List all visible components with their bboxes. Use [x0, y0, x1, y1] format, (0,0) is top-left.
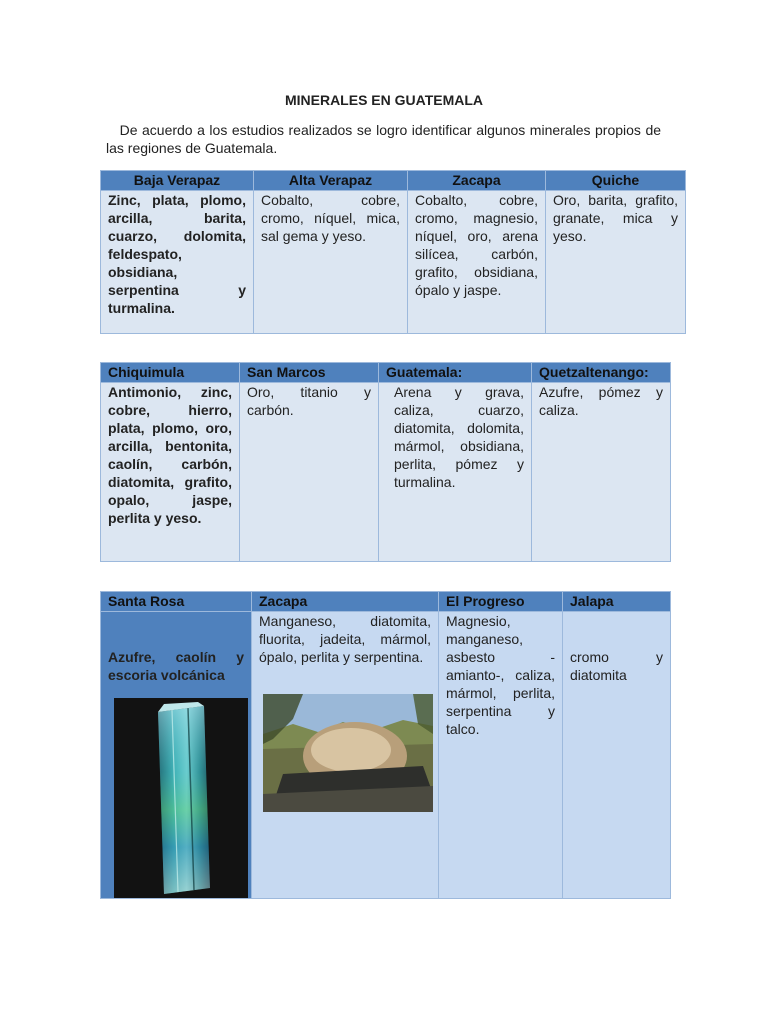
header-jalapa: Jalapa: [563, 592, 671, 612]
tourmaline-crystal-svg: [114, 698, 248, 898]
cell-jalapa: [563, 612, 671, 899]
cell-baja-verapaz: Zinc, plata, plomo, arcilla, barita, cuarzo, dolomita, feldespato, obsidiana, serpentina y turmalina.: [101, 191, 254, 334]
header-zacapa: Zacapa: [408, 171, 546, 191]
header-quetzaltenango: Quetzaltenango:: [532, 363, 671, 383]
zacapa-text: Manganeso, diatomita, fluorita, jadeita, mármol, ópalo, perlita y serpentina.: [259, 613, 431, 665]
cell-santa-rosa: [101, 612, 252, 899]
table-header-row: [101, 363, 671, 383]
boulder-photo-svg: [263, 694, 433, 812]
header-quiche: Quiche: [546, 171, 686, 191]
santa-rosa-text: Azufre, caolín y escoria volcánica: [108, 649, 244, 683]
intro-text: De acuerdo a los estudios realizados se logro identificar algunos minerales propios de las regiones de Guatemala.: [106, 122, 662, 156]
jalapa-text: cromo y diatomita: [570, 649, 663, 683]
header-el-progreso: El Progreso: [439, 592, 563, 612]
cell-guatemala: Arena y grava, caliza, cuarzo, diatomita, dolomita, mármol, obsidiana, perlita, pómez y turmalina.: [379, 383, 532, 562]
header-chiquimula: Chiquimula: [101, 363, 240, 383]
header-san-marcos: San Marcos: [240, 363, 379, 383]
boulder-photo: [263, 694, 433, 812]
cell-zacapa: [252, 612, 439, 899]
intro-paragraph: [106, 121, 661, 157]
cell-el-progreso: Magnesio, manganeso, asbesto -amianto-, caliza, mármol, perlita, serpentina y talco.: [439, 612, 563, 899]
header-santa-rosa: Santa Rosa: [101, 592, 252, 612]
cell-quetzaltenango: Azufre, pómez y caliza.: [532, 383, 671, 562]
table-row: [101, 191, 686, 334]
minerals-table-2: [100, 362, 671, 562]
table-row: [101, 383, 671, 562]
minerals-table-3: [100, 591, 671, 899]
header-baja-verapaz: Baja Verapaz: [101, 171, 254, 191]
table-header-row: [101, 592, 671, 612]
minerals-table-1: [100, 170, 686, 334]
cell-chiquimula: Antimonio, zinc, cobre, hierro, plata, plomo, oro, arcilla, bentonita, caolín, carbón, diatomita, grafito, opalo, jaspe, perlita y yeso.: [101, 383, 240, 562]
tourmaline-crystal-image: [114, 698, 248, 898]
cell-zacapa: Cobalto, cobre, cromo, magnesio, níquel, oro, arena silícea, carbón, grafito, obsidiana, ópalo y jaspe.: [408, 191, 546, 334]
cell-alta-verapaz: Cobalto, cobre, cromo, níquel, mica, sal gema y yeso.: [254, 191, 408, 334]
table-header-row: [101, 171, 686, 191]
header-guatemala: Guatemala:: [379, 363, 532, 383]
cell-quiche: Oro, barita, grafito, granate, mica y yeso.: [546, 191, 686, 334]
cell-san-marcos: Oro, titanio y carbón.: [240, 383, 379, 562]
header-zacapa: Zacapa: [252, 592, 439, 612]
table-row: [101, 612, 671, 899]
document-title: MINERALES EN GUATEMALA: [284, 92, 484, 108]
header-alta-verapaz: Alta Verapaz: [254, 171, 408, 191]
